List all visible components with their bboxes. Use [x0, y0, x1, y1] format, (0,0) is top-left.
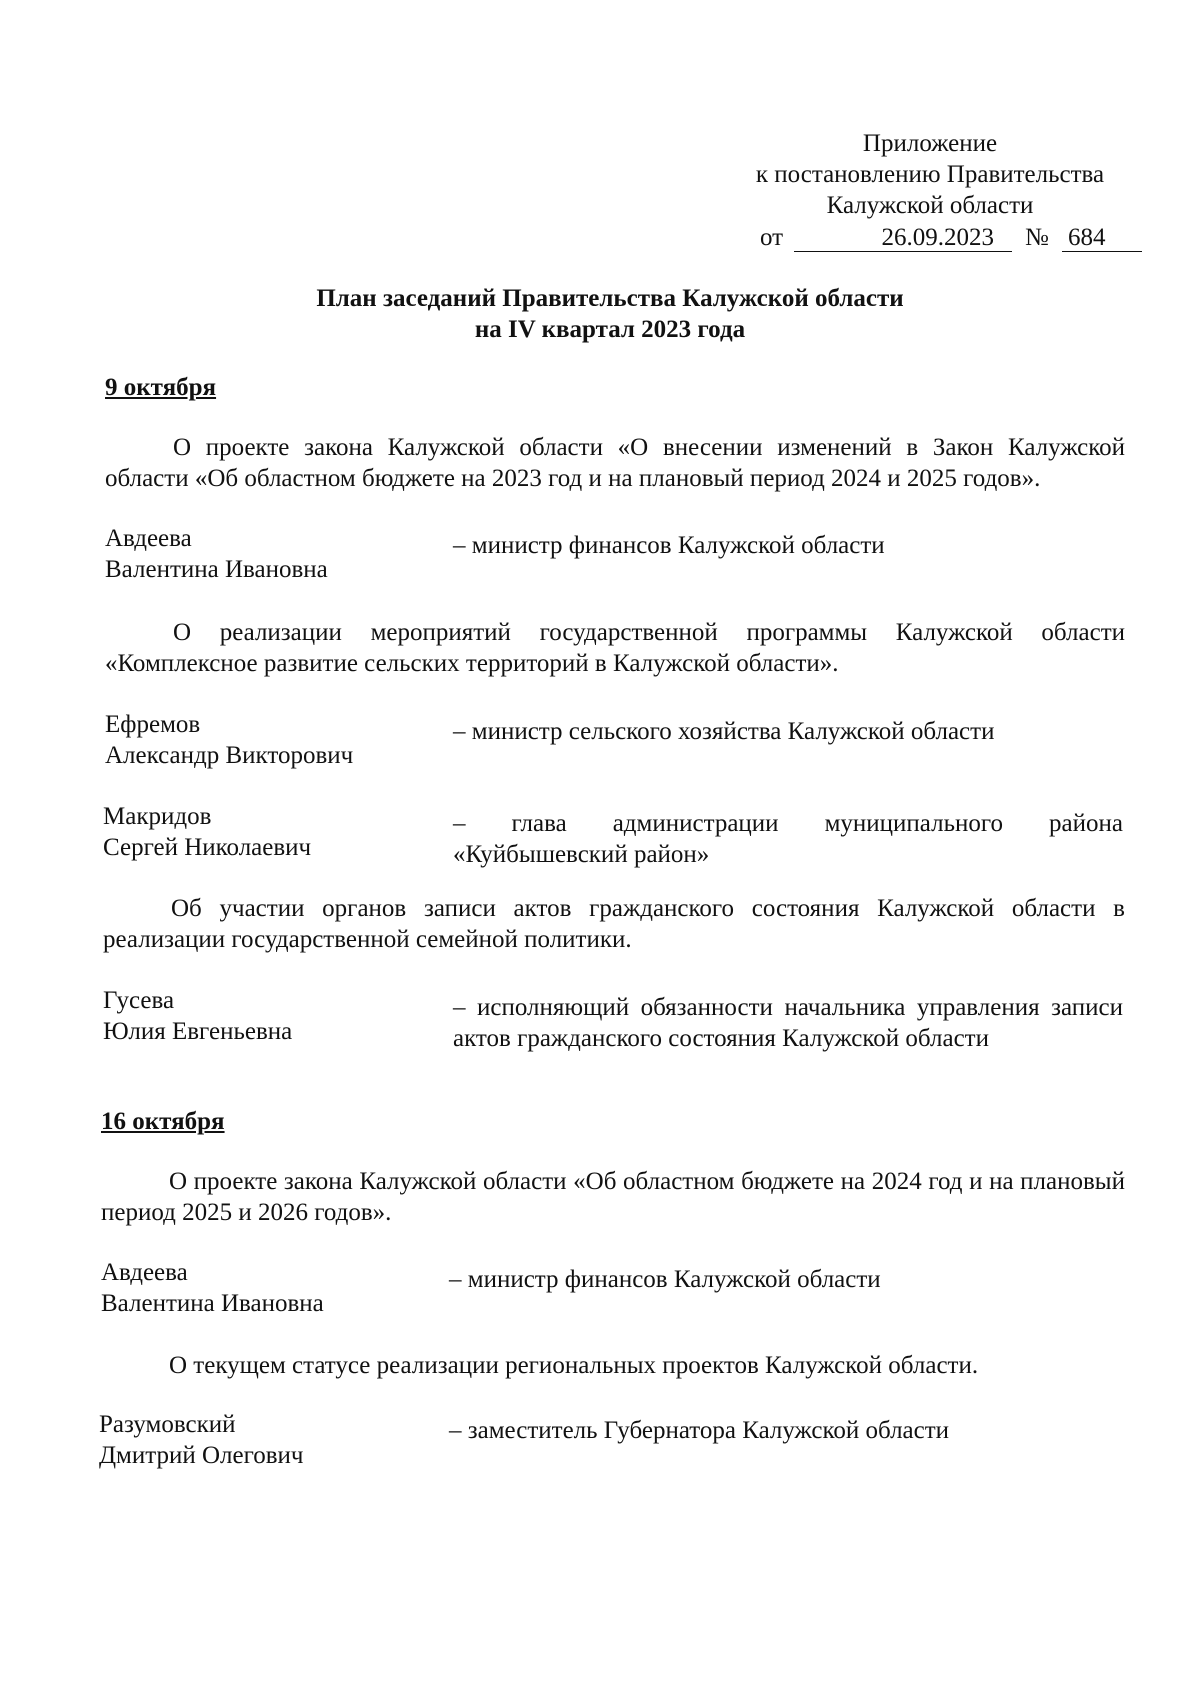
annex-line-2: к постановлению Правительства [755, 161, 1105, 188]
speaker-surname: Авдеева [105, 525, 192, 552]
agenda-item-2-2: О текущем статусе реализации региональных проектов Калужской области. [169, 1352, 979, 1379]
speaker-role: – министр финансов Калужской области [449, 1266, 881, 1293]
annex-line-3: Калужской области [826, 192, 1034, 219]
speaker-role: – глава администрации муниципального района «Куйбышевский район» [453, 810, 1123, 868]
from-label: от [760, 224, 784, 251]
speaker-given-name: Валентина Ивановна [105, 556, 328, 583]
title-line-1: План заседаний Правительства Калужской области [316, 285, 904, 312]
speaker-given-name: Юлия Евгеньевна [103, 1018, 293, 1045]
title-line-2: на IV квартал 2023 года [474, 316, 746, 343]
speaker-given-name: Валентина Ивановна [101, 1290, 324, 1317]
annex-block [740, 128, 1120, 221]
annex-line-1: Приложение [862, 130, 998, 157]
speaker-given-name: Дмитрий Олегович [99, 1442, 304, 1469]
number-label: № [1025, 224, 1049, 251]
agenda-item-1-3: Об участии органов записи актов гражданского состояния Калужской области в реализации государственной семейной политики. [103, 895, 1125, 953]
speaker-given-name: Сергей Николаевич [103, 834, 312, 861]
speaker-given-name: Александр Викторович [105, 742, 354, 769]
section-date-2: 16 октября [101, 1108, 225, 1135]
speaker-role: – исполняющий обязанности начальника управления записи актов гражданского состояния Калужской области [453, 994, 1123, 1052]
resolution-number: 684 [1062, 222, 1142, 252]
speaker-role: – министр сельского хозяйства Калужской области [453, 718, 995, 745]
speaker-surname: Макридов [103, 803, 212, 830]
speaker-surname: Гусева [103, 987, 175, 1014]
agenda-item-2-1: О проекте закона Калужской области «Об областном бюджете на 2024 год и на плановый период 2025 и 2026 годов». [101, 1168, 1125, 1226]
section-date-1: 9 октября [105, 374, 217, 401]
speaker-surname: Разумовский [99, 1411, 236, 1438]
speaker-surname: Ефремов [105, 711, 201, 738]
speaker-surname: Авдеева [101, 1259, 188, 1286]
speaker-role: – заместитель Губернатора Калужской области [449, 1417, 950, 1444]
document-title [100, 283, 1120, 345]
resolution-date: 26.09.2023 [794, 222, 1012, 252]
agenda-item-1-1: О проекте закона Калужской области «О внесении изменений в Закон Калужской области «Об областном бюджете на 2023 год и на плановый период 2024 и 2025 годов». [105, 434, 1125, 492]
speaker-role: – министр финансов Калужской области [453, 532, 885, 559]
agenda-item-1-2: О реализации мероприятий государственной программы Калужской области «Комплексное развитие сельских территорий в Калужской области». [105, 619, 1125, 677]
